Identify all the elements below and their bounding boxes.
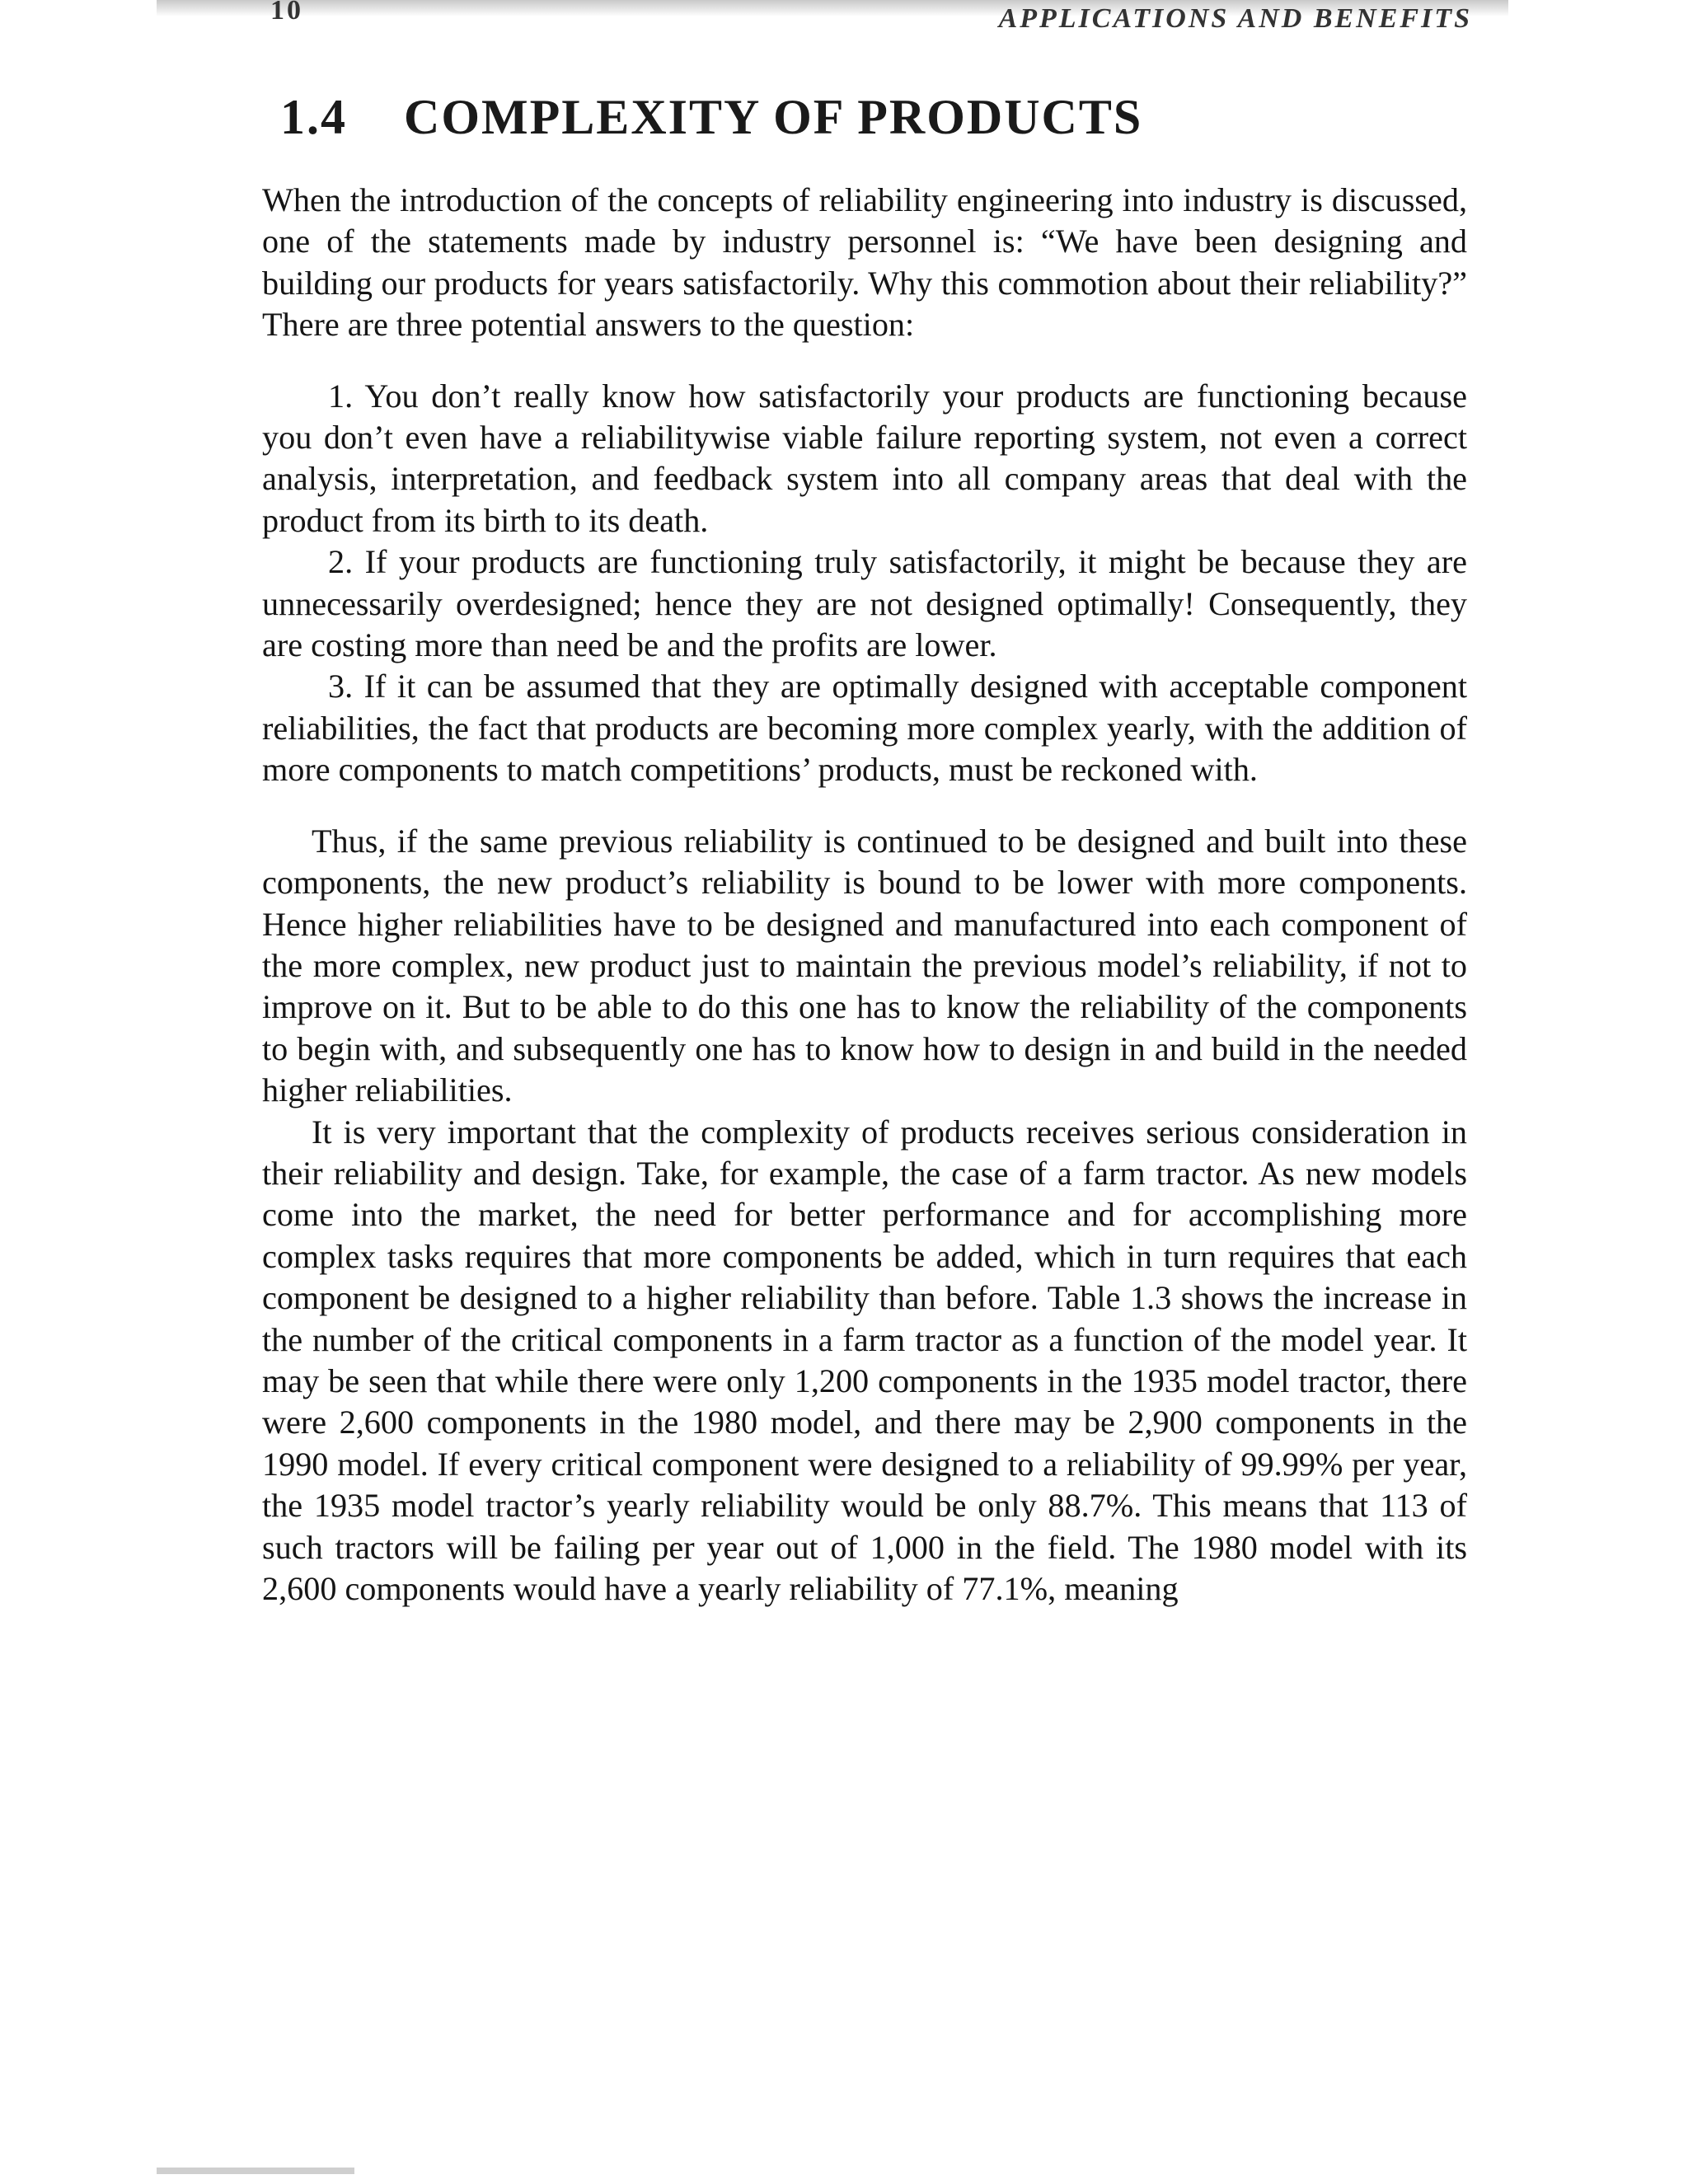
running-head-title: APPLICATIONS AND BENEFITS — [998, 3, 1472, 34]
running-head — [157, 0, 1492, 36]
section-heading — [280, 89, 1352, 146]
scan-shadow-bottom — [157, 2168, 354, 2174]
paragraph-thus: Thus, if the same previous reliability is continued to be designed and built into these components, the new product’s reliability is bound to be lower with more components. Hence higher reliabilities have to be designed and manufactured into each component of the more complex, new product just to maintain the previous model’s reliability, if not to improve on it. But to be able to do this one has to know the reliability of the components to begin with, and subsequently one has to know how to design in and build in the needed higher reliabilities. — [262, 822, 1467, 1109]
list-item-answer-3: 3. If it can be assumed that they are optimally designed with acceptable component reliabilities, the fact that products are becoming more complex yearly, with the addition of more components to match competitions’ products, must be reckoned with. — [262, 668, 1467, 789]
page-number: 10 — [270, 0, 303, 26]
section-title: COMPLEXITY OF PRODUCTS — [404, 90, 1143, 144]
list-item-answer-1: 1. You don’t really know how satisfactorily your products are functioning because you don’t even have a reliabilitywise viable failure reporting system, not even a correct analysis, interpretation, and feedback system into all company areas that deal with the product from its birth to its death. — [262, 377, 1467, 539]
book-page — [157, 0, 1508, 2184]
paragraph-intro: When the introduction of the concepts of reliability engineering into industry is discussed, one of the statements made by industry personnel is: “We have been designing and building our products for years satisfactorily. Why this commotion about their reliability?” There are three potential answers to the question: — [262, 181, 1467, 344]
list-item-answer-2: 2. If your products are functioning truly satisfactorily, it might be because they are unnecessarily overdesigned; hence they are not designed optimally! Consequently, they are costing more than need be and the profits are lower. — [262, 543, 1467, 664]
body-text — [262, 180, 1467, 1610]
section-number: 1.4 — [280, 90, 347, 144]
paragraph-important: It is very important that the complexity of products receives serious consideration in their reliability and design. Take, for example, the case of a farm tractor. As new models come into the market, the need for better performance and for accomplishing more complex tasks requires that more components be added, which in turn requires that each component be designed to a higher reliability than before. Table 1.3 shows the increase in the number of the critical components in a farm tractor as a function of the model year. It may be seen that while there were only 1,200 components in the 1935 model tractor, there were 2,600 components in the 1980 model, and there may be 2,900 components in the 1990 model. If every critical component were designed to a reliability of 99.99% per year, the 1935 model tractor’s yearly reliability would be only 88.7%. This means that 113 of such tractors will be failing per year out of 1,000 in the field. The 1980 model with its 2,600 components would have a yearly reliability of 77.1%, meaning — [262, 1113, 1467, 1607]
